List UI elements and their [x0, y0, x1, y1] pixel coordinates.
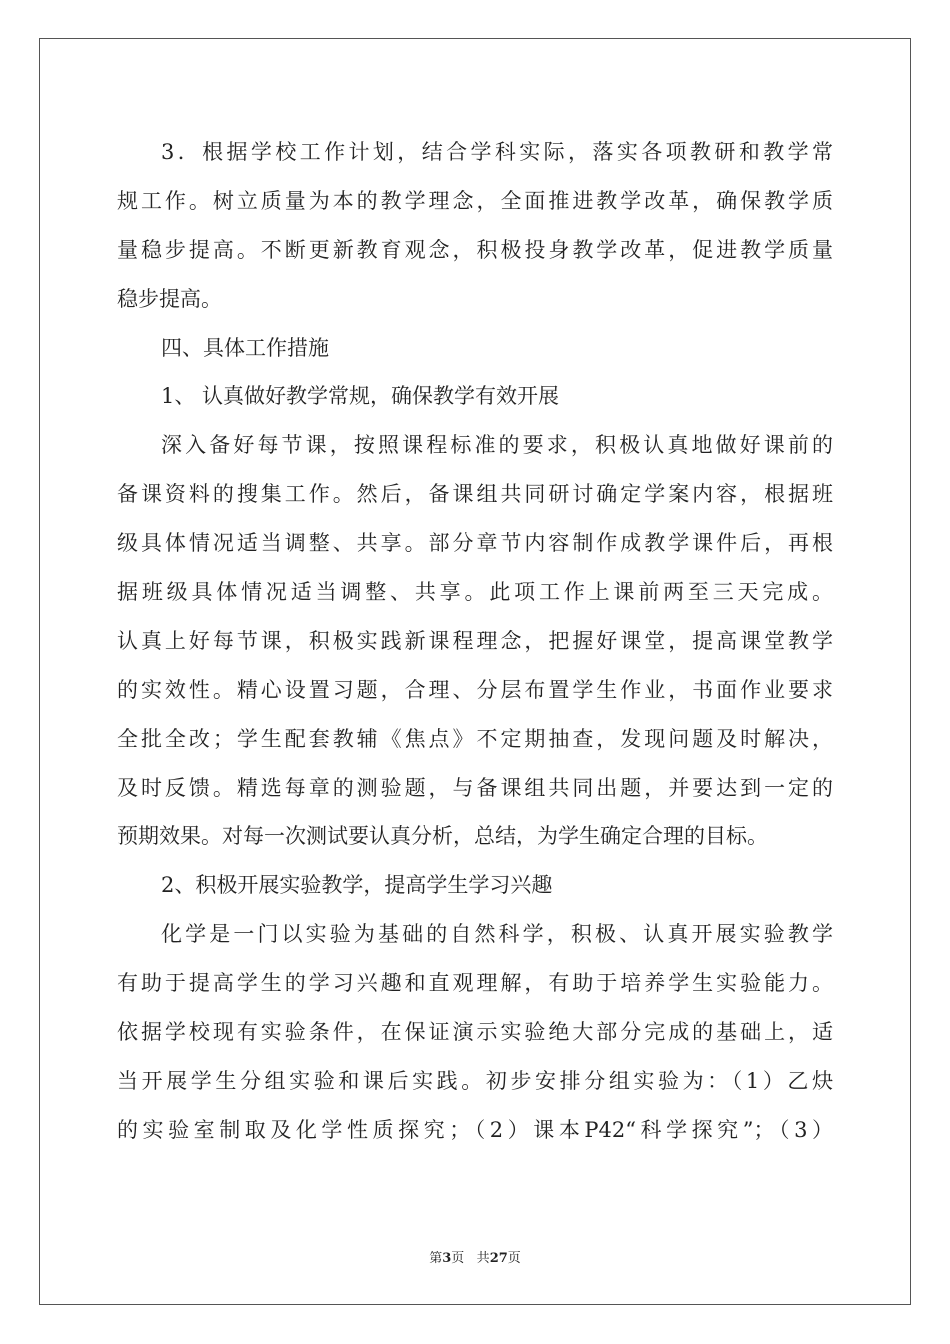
text-line: 预期效果。对每一次测试要认真分析，总结，为学生确定合理的目标。	[117, 824, 768, 849]
text-line: 依据学校现有实验条件，在保证演示实验绝大部分完成的基础上，适	[117, 1020, 833, 1045]
total-pages: 27	[489, 1251, 508, 1266]
footer-total-suffix: 页	[507, 1251, 521, 1266]
text-line: 据班级具体情况适当调整、共享。此项工作上课前两至三天完成。	[117, 580, 833, 605]
text-line: 的实效性。精心设置习题，合理、分层布置学生作业，书面作业要求	[117, 677, 833, 702]
footer-page-suffix: 页	[451, 1251, 465, 1266]
text-line: 稳步提高。	[117, 286, 222, 311]
page-number: 3	[442, 1251, 452, 1266]
footer-total-prefix: 共	[476, 1251, 490, 1266]
text-line: 有助于提高学生的学习兴趣和直观理解，有助于培养学生实验能力。	[117, 971, 833, 996]
text-line: 当开展学生分组实验和课后实践。初步安排分组实验为：（1）乙炔	[117, 1068, 833, 1093]
text-line: 认真上好每节课，积极实践新课程理念，把握好课堂，提高课堂教学	[117, 628, 833, 653]
subsection-heading: 2、积极开展实验教学，提高学生学习兴趣	[161, 873, 553, 898]
footer-prefix: 第	[429, 1251, 443, 1266]
text-line: 全批全改；学生配套教辅《焦点》不定期抽查，发现问题及时解决，	[117, 726, 833, 751]
text-line: 级具体情况适当调整、共享。部分章节内容制作成教学课件后，再根	[117, 531, 833, 556]
page-footer	[0, 1247, 950, 1266]
subsection-heading: 1、 认真做好教学常规，确保教学有效开展	[161, 384, 560, 409]
text-line: 的实验室制取及化学性质探究；（2）课本P42“科学探究”；（3）	[117, 1117, 833, 1142]
text-line: 3．根据学校工作计划，结合学科实际，落实各项教研和教学常	[161, 140, 833, 164]
text-line: 量稳步提高。不断更新教育观念，积极投身教学改革，促进教学质量	[117, 237, 833, 262]
document-body	[117, 128, 833, 1155]
text-line: 备课资料的搜集工作。然后，备课组共同研讨确定学案内容，根据班	[117, 482, 833, 507]
text-line: 深入备好每节课，按照课程标准的要求，积极认真地做好课前的	[161, 433, 833, 458]
text-line: 化学是一门以实验为基础的自然科学，积极、认真开展实验教学	[161, 922, 833, 947]
section-heading: 四、具体工作措施	[161, 335, 329, 360]
text-line: 规工作。树立质量为本的教学理念，全面推进教学改革，确保教学质	[117, 188, 833, 213]
text-line: 及时反馈。精选每章的测验题，与备课组共同出题，并要达到一定的	[117, 775, 833, 800]
